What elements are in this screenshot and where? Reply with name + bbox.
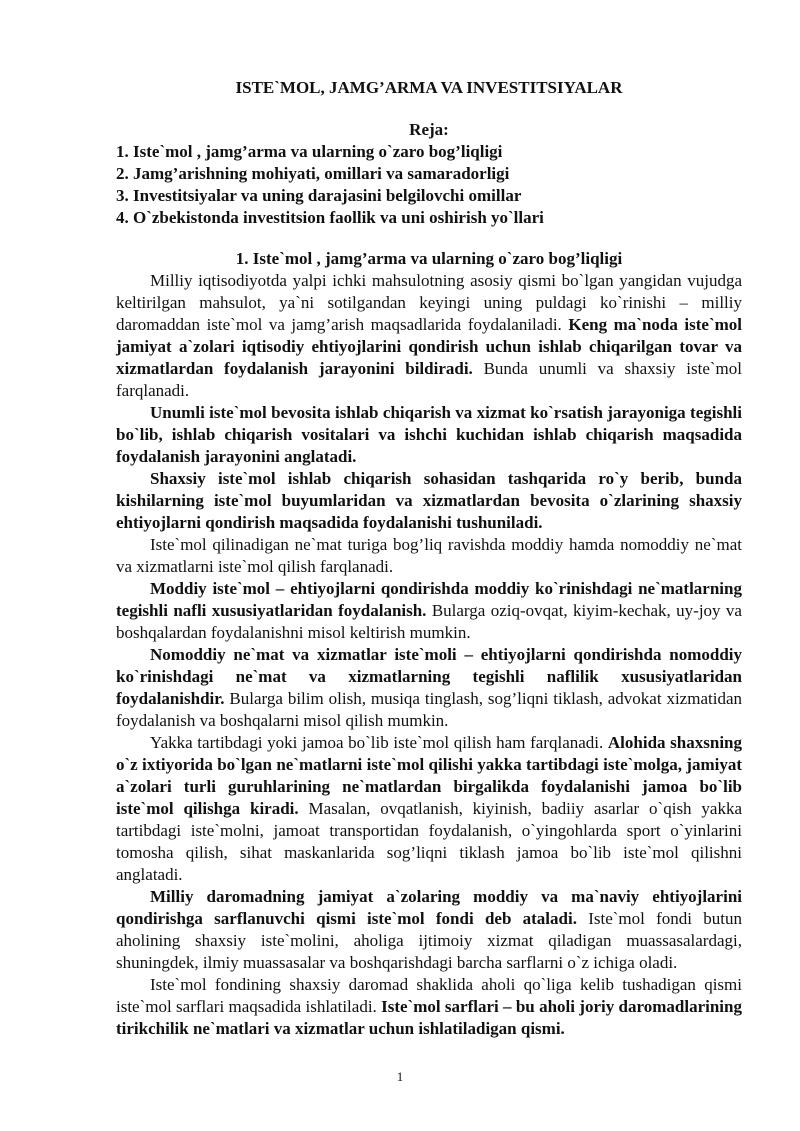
plan-heading: Reja: [409, 120, 449, 139]
paragraph [116, 644, 742, 732]
page-number: 1 [396, 1069, 404, 1084]
paragraph-bold-text: Alohida shaxsning o`z ixtiyorida bo`lgan ne`matlarni iste`mol qilishi yakka tartibdagi iste`molga, jamiyat a`zolari turli guruhlarining ne`matlardan birgalikda foydalanishi jamoa bo`lib iste`mol qilishga kiradi. [116, 733, 743, 818]
paragraph [116, 732, 742, 886]
plan-item: 3. Investitsiyalar va uning darajasini belgilovchi omillar [116, 186, 522, 205]
paragraph-text: Bularga bilim olish, musiqa tinglash, sog’liqni tiklash, advokat xizmatidan foydalanish va boshqalarni misol qilish mumkin. [116, 689, 742, 730]
paragraph [116, 270, 742, 402]
paragraph [116, 534, 742, 578]
plan-item: 4. O`zbekistonda investitsion faollik va uni oshirish yo`llari [116, 208, 544, 227]
paragraph-text: Bunda unumli va shaxsiy iste`mol farqlanadi. [116, 359, 742, 400]
page-content [116, 77, 742, 1040]
paragraph-bold-text: Unumli iste`mol bevosita ishlab chiqarish va xizmat ko`rsatish jarayoniga tegishli bo`lib, ishlab chiqarish vositalari va ishchi kuchidan ishlab chiqarish maqsadida foydalanish jarayonini anglatadi. [116, 403, 742, 466]
paragraph-bold-text: Moddiy iste`mol – ehtiyojlarni qondirishda moddiy ko`rinishdagi ne`matlarning tegishli nafli xususiyatlaridan foydalanish. [116, 579, 742, 620]
paragraph [116, 468, 742, 534]
paragraph [116, 886, 742, 974]
document-title: ISTE`MOL, JAMG’ARMA VA INVESTITSIYALAR [235, 78, 623, 97]
paragraph [116, 402, 742, 468]
plan-item: 1. Iste`mol , jamg’arma va ularning o`zaro bog’liqligi [116, 142, 503, 161]
paragraph-text: Bularga oziq-ovqat, kiyim-kechak, uy-joy va boshqalardan foydalanishni misol keltirish mumkin. [116, 601, 742, 642]
paragraph [116, 974, 742, 1040]
paragraph-bold-text: Keng ma`noda iste`mol jamiyat a`zolari iqtisodiy ehtiyojlarini qondirish uchun ishlab chiqarilgan tovar va xizmatlardan foydalanish jarayonini bildiradi. [116, 315, 743, 378]
paragraph-text: Milliy iqtisodiyotda yalpi ichki mahsulotning asosiy qismi bo`lgan yangidan vujudga keltirilgan mahsulot, ya`ni sotilgandan keyingi uning puldagi ko`rinishi – milliy daromaddan iste`mol va jamg’arish maqsadlarida foydalaniladi. [116, 271, 742, 334]
paragraph-bold-text: Milliy daromadning jamiyat a`zolaring moddiy va ma`naviy ehtiyojlarini qondirishga sarflanuvchi qismi iste`mol fondi deb ataladi. [116, 887, 742, 928]
paragraph [116, 578, 742, 644]
paragraph-bold-text: Shaxsiy iste`mol ishlab chiqarish sohasidan tashqarida ro`y berib, bunda kishilarning iste`mol buyumlaridan va xizmatlardan bevosita o`zlarining shaxsiy ehtiyojlarni qondirish maqsadida foydalanishi tushuniladi. [116, 469, 742, 532]
paragraph-text: Iste`mol fondi butun aholining shaxsiy iste`molini, aholiga ijtimoiy xizmat qiladigan muassasalardagi, shuningdek, ilmiy muassasalar va boshqarishdagi barcha sarflarni o`z ichiga oladi. [116, 909, 742, 972]
section-title: 1. Iste`mol , jamg’arma va ularning o`zaro bog’liqligi [235, 249, 623, 268]
plan-item: 2. Jamg’arishning mohiyati, omillari va samaradorligi [116, 164, 510, 183]
paragraph-text: Iste`mol fondining shaxsiy daromad shaklida aholi qo`liga kelib tushadigan qismi iste`mol sarflari maqsadida ishlatiladi. [116, 975, 742, 1016]
paragraph-bold-text: Iste`mol sarflari – bu aholi joriy daromadlarining tirikchilik ne`matlari va xizmatlar uchun ishlatiladigan qismi. [116, 997, 742, 1038]
paragraph-text: Yakka tartibdagi yoki jamoa bo`lib iste`mol qilish ham farqlanadi. [150, 733, 608, 752]
paragraph-text: Iste`mol qilinadigan ne`mat turiga bog’liq ravishda moddiy hamda nomoddiy ne`mat va xizmatlarni iste`mol qilish farqlanadi. [116, 535, 742, 576]
paragraph-bold-text: Nomoddiy ne`mat va xizmatlar iste`moli – ehtiyojlarni qondirishda nomoddiy ko`rinishdagi ne`mat va xizmatlarning tegishli naflilik xususiyatlaridan foydalanishdir. [116, 645, 742, 708]
paragraph-text: Masalan, ovqatlanish, kiyinish, badiiy asarlar o`qish yakka tartibdagi iste`molni, jamoat transportidan foydalanish, o`yingohlarda sport o`yinlarini tomosha qilish, sihat maskanlarida sog’liqni tiklash jamoa bo`lib iste`mol qilishni anglatadi. [116, 799, 743, 884]
plan-list [116, 141, 742, 229]
